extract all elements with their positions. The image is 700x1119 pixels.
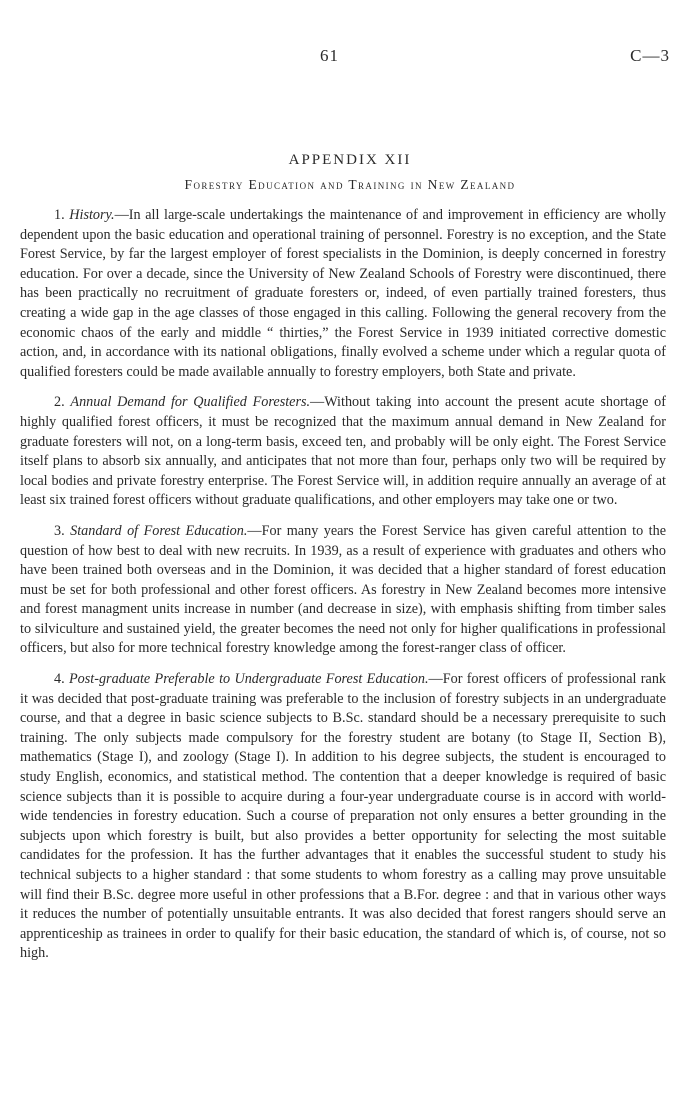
paragraph-number: 3. [54, 522, 65, 539]
paragraph-text: —Without taking into account the present acute shortage of highly qualified forest officers, it must be recognized that the maximum annual demand in New Zealand for graduate foresters will not, on a long-term basis, exceed ten, and probably will be only eight. The Forest Service itself plans to absorb six annually, and anticipates that not more than four, perhaps only two will be required by local bodies and private forestry enterprise. The Forest Service will, in addition require annually an average of at least six trained forest officers without graduate qualifications, and other employers may take one or two. [20, 394, 666, 509]
paragraph-number: 4. [54, 671, 65, 688]
paragraph-heading: Standard of Forest Education. [70, 522, 248, 539]
paragraph-text: —For many years the Forest Service has given careful attention to the question of how best to deal with new recruits. In 1939, as a result of experience with graduates and others who have been trained both overseas and in the Dominion, it was decided that a higher standard of forest education must be set for both professional and other forest officers. As forestry in New Zealand becomes more intensive and forest managment units increase in number (and decrease in size), with emphasis shifting from timber sales to silviculture and sustained yield, the greater becomes the need not only for higher qualifications in professional officers, but also for more technical forestry knowledge among the forest-ranger class of officer. [20, 522, 666, 657]
paragraph-heading: History. [69, 207, 115, 223]
document-code: C—3 [630, 46, 670, 65]
paragraph-heading: Annual Demand for Qualified Foresters. [70, 394, 311, 411]
body-text [20, 206, 666, 975]
paragraph-history [20, 206, 666, 382]
paragraph-annual-demand [20, 393, 666, 511]
appendix-title: APPENDIX XII [288, 152, 412, 168]
page-number: 61 [320, 46, 339, 65]
paragraph-post-graduate [20, 670, 666, 964]
page-header [0, 46, 700, 66]
section-title: Forestry Education and Training in New Zealand [184, 177, 516, 192]
paragraph-number: 2. [54, 394, 65, 411]
paragraph-text: —In all large-scale undertakings the maintenance of and improvement in efficiency are wholly dependent upon the basic education and operational training of personnel. Forestry is no exception, and the State Forest Service, by far the largest employer of forest specialists in the Dominion, is deeply concerned in forestry education. For over a decade, since the University of New Zealand Schools of Forestry were discontinued, there has been practically no recruitment of graduate foresters or, indeed, of even partially trained foresters, thus creating a wide gap in the age classes of those engaged in this calling. Following the general recovery from the economic chaos of the early and middle “ thirties,” the Forest Service in 1939 initiated corrective domestic action, and, in accordance with its national obligations, finally evolved a scheme under which a regular quota of qualified foresters could be made available annually to forestry employers, both State and private. [20, 207, 667, 380]
paragraph-standard [20, 522, 666, 659]
paragraph-number: 1. [54, 207, 65, 223]
paragraph-heading: Post-graduate Preferable to Undergraduate Forest Education. [69, 671, 429, 688]
paragraph-text: —For forest officers of professional rank it was decided that post-graduate training was preferable to the inclusion of forestry subjects in an undergraduate course, and that a degree in basic science subjects to B.Sc. standard should be a necessary prerequisite to such training. The only subjects made compulsory for the forestry student are botany (to Stage II, Section B), mathematics (Stage I), and zoology (Stage I). In addition to his degree subjects, the student is encouraged to study English, economics, and statistical method. The contention that a deeper knowledge is required of basic science subjects than it is possible to acquire during a four-year undergraduate course is in accord with world-wide tendencies in forestry education. Such a course of preparation not only ensures a better grounding in the subjects upon which forestry is built, but also provides a better opportunity for selecting the most suitable candidates for the profession. It has the further advantages that it enables the successful student to study his technical subjects to a higher standard : that some students to whom forestry as a calling may prove unsuitable will find their B.Sc. degree more useful in other professions that a B.For. degree : and that in various other ways it reduces the number of potentially unsuitable entrants. It was also decided that forest rangers should serve an apprenticeship as trainees in order to qualify for their basic education, the standard of which is, of course, not so high. [20, 671, 667, 962]
